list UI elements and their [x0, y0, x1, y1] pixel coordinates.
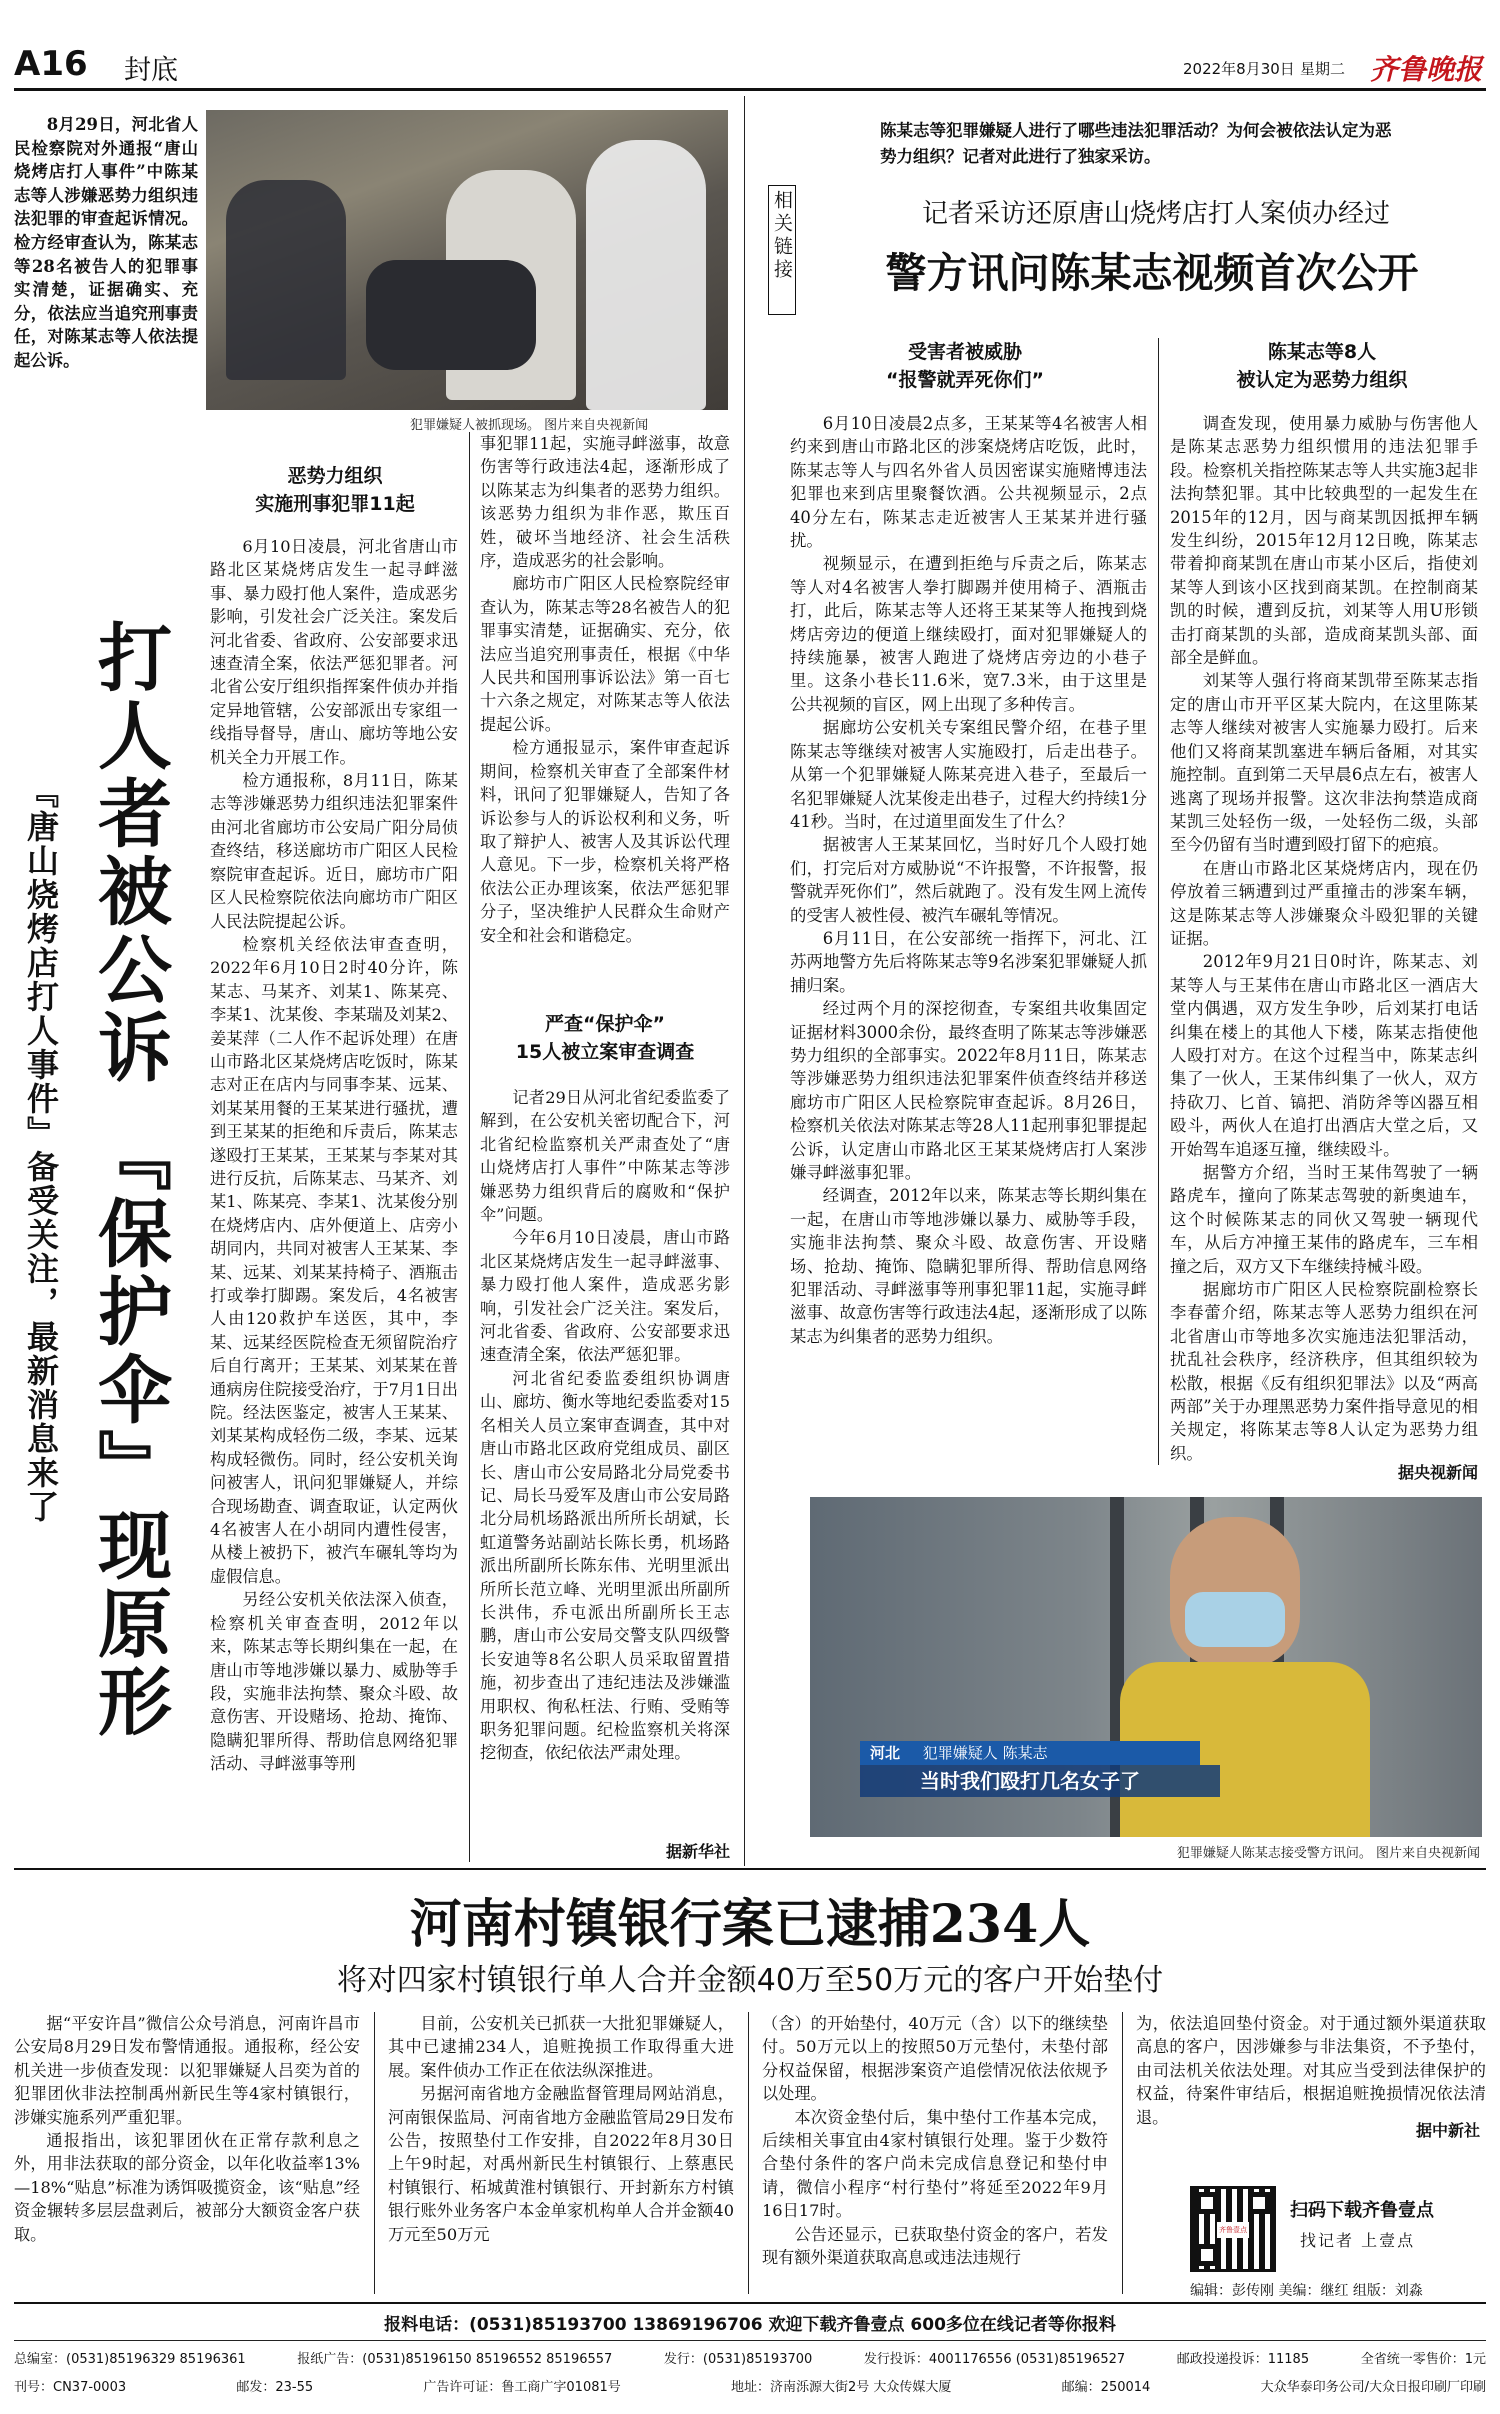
qr-label: 扫码下载齐鲁壹点: [1290, 2200, 1434, 2221]
related-subhead-2: 陈某志等8人 被认定为恶势力组织: [1236, 341, 1408, 391]
video-name-tag: 犯罪嫌疑人 陈某志: [922, 1744, 1048, 1762]
photo-figure: [586, 140, 706, 410]
section-name: 封底: [124, 55, 178, 86]
qr-code-image[interactable]: [1190, 2186, 1276, 2272]
video-photo-caption: 犯罪嫌疑人陈某志接受警方讯问。 图片来自央视新闻: [1176, 1846, 1480, 1861]
arrest-photo-caption: 犯罪嫌疑人被抓现场。 图片来自央视新闻: [410, 418, 649, 433]
story1-subhead-1: 恶势力组织 实施刑事犯罪11起: [255, 465, 415, 515]
footer-row-2: 刊号：CN37-0003 邮发：23-55 广告许可证：鲁工商广字01081号 地址：济南泺源大街2号 大众传媒大厦 邮编：250014 大众华泰印务公司/大众日报印刷厂印刷: [14, 2380, 1486, 2395]
editor-credits: 编辑：彭传刚 美编：继红 组版：刘淼: [1190, 2283, 1423, 2299]
paper-logo: 齐鲁晚报: [1370, 53, 1483, 86]
related-kicker: 记者采访还原唐山烧烤店打人案侦办经过: [921, 199, 1390, 229]
photo-figure: [226, 180, 346, 380]
related-column-1: 6月10日凌晨2点多，王某某等4名被害人相约来到唐山市路北区的涉案烧烤店吃饭，此时，陈某志等人与四名外省人员因密谋实施赌博违法犯罪也来到店里聚餐饮酒。公共视频显示，2点40分左右，陈某志走近被害人王某某并进行骚扰。 视频显示，在遭到拒绝与斥责之后，陈某志等人对4名被害人拳打脚踢并使用椅子、酒瓶击打，此后，陈某志等人还将王某某等人拖拽到烧烤店旁边的便道上继续殴打，面对犯罪嫌疑人的持续施暴，被害人跑进了烧烤店旁边的小巷子里。这条小巷长11.6米，宽7.3米，由于这里是公共视频的盲区，网上出现了多种传言。 据廊坊公安机关专案组民警介绍，在巷子里陈某志等继续对被害人实施殴打，后走出巷子。从第一个犯罪嫌疑人陈某亮进入巷子，至最后一名犯罪嫌疑人沈某俊走出巷子，过程大约持续1分41秒。当时，在过道里面发生了什么？ 据被害人王某某回忆，当时好几个人殴打她们，打完后对方威胁说“不许报警，不许报警，报警就弄死你们”，然后就跑了。没有发生网上流传的受害人被性侵、被汽车碾轧等情况。 6月11日，在公安部统一指挥下，河北、江苏两地警方先后将陈某志等9名涉案犯罪嫌疑人抓捕归案。 经过两个月的深挖彻查，专案组共收集固定证据材料3000余份，最终查明了陈某志等涉嫌恶势力组织的全部事实。2022年8月11日，陈某志等涉嫌恶势力组织违法犯罪案件侦查终结并移送廊坊市广阳区人民检察院审查起诉。8月26日，检察机关依法对陈某志等28人11起刑事犯罪提起公诉，认定唐山市路北区王某某烧烤店打人案涉嫌寻衅滋事犯罪。 经调查，2012年以来，陈某志等长期纠集在一起，在唐山市等地涉嫌以暴力、威胁等手段，实施非法拘禁、聚众斗殴、故意伤害、开设赌场、抢劫、掩饰、隐瞒犯罪所得、帮助信息网络犯罪活动、寻衅滋事等刑事犯罪11起，实施寻衅滋事、故意伤害等行政违法4起，逐渐形成了以陈某志为纠集者的恶势力组织。: [790, 414, 1147, 1346]
story1-source: 据新华社: [665, 1842, 730, 1861]
story1-column-3: 记者29日从河北省纪委监委了解到，在公安机关密切配合下，河北省纪检监察机关严肃查处了“唐山烧烤店打人事件”中陈某志等涉嫌恶势力组织背后的腐败和“保护伞”问题。 今年6月10日凌晨，唐山市路北区某烧烤店发生一起寻衅滋事、暴力殴打他人案件，造成恶劣影响，引发社会广泛关注。案发后，河北省委、省政府、公安部要求迅速查清全案，依法严惩犯罪。 河北省纪委监委组织协调唐山、廊坊、衡水等地纪委监委对15名相关人员立案审查调查，其中对唐山市路北区政府党组成员、副区长、唐山市公安局路北分局党委书记、局长马爱军及唐山市公安局路北分局机场路派出所所长胡斌，长虹道警务站副站长陈长勇，机场路派出所副所长陈东伟、光明里派出所所长范立峰、光明里派出所副所长洪伟，乔屯派出所副所长王志鹏，唐山市公安局交警支队四级警长安迪等8名公职人员采取留置措施，初步查出了违纪违法及涉嫌滥用职权、徇私枉法、行贿、受贿等职务犯罪问题。纪检监察机关将深挖彻查，依纪依法严肃处理。: [480, 1088, 730, 1763]
footer-rule: [14, 2340, 1486, 2341]
bank-column-2: 目前，公安机关已抓获一大批犯罪嫌疑人，其中已逮捕234人，追赃挽损工作取得重大进展。案件侦办工作正在依法纵深推进。 另据河南省地方金融监督管理局网站消息，河南银保监局、河南省地方金融监管局29日发布公告，按照垫付工作安排，自2022年8月30日上午9时起，对禹州新民生村镇银行、上蔡惠民村镇银行、柘城黄淮村镇银行、开封新东方村镇银行账外业务客户本金单家机构单人合并金额40万元至50万元: [388, 2014, 734, 2244]
column-divider: [469, 432, 470, 1862]
arrest-scene-photo: [206, 110, 728, 410]
bank-subheadline: 将对四家村镇银行单人合并金额40万至50万元的客户开始垫付: [336, 1963, 1164, 1998]
video-lower-third: [860, 1741, 1200, 1765]
kicker-text: 『唐山烧烤店打人事件』备受关注，最新消息来了: [22, 776, 60, 1524]
related-headline: 警方讯问陈某志视频首次公开: [885, 249, 1419, 297]
main-headline: [82, 550, 192, 1810]
story1-column-1: 6月10日凌晨，河北省唐山市路北区某烧烤店发生一起寻衅滋事、暴力殴打他人案件，造成恶劣影响，引发社会广泛关注。案发后河北省委、省政府、公安部要求迅速查清全案，依法严惩犯罪者。河北省公安厅组织指挥案件侦办并指定异地管辖，公安部派出专家组一线指导督导，唐山、廊坊等地公安机关全力开展工作。 检方通报称，8月11日，陈某志等涉嫌恶势力组织违法犯罪案件由河北省廊坊市公安局广阳分局侦查终结，移送廊坊市广阳区人民检察院审查起诉。近日，廊坊市广阳区人民检察院依法向廊坊市广阳区人民法院提起公诉。 检察机关经依法审查查明，2022年6月10日2时40分许，陈某志、马某齐、刘某1、陈某亮、李某1、沈某俊、李某瑞及刘某2、姜某萍（二人作不起诉处理）在唐山市路北区某烧烤店吃饭时，陈某志对正在店内与同事李某、远某、刘某某用餐的王某某进行骚扰，遭到王某某的拒绝和斥责后，陈某志遂殴打王某某，王某某与李某对其进行反抗，后陈某志、马某齐、刘某1、陈某亮、李某1、沈某俊分别在烧烤店内、店外便道上、店旁小胡同内，共同对被害人王某某、李某、远某、刘某某持椅子、酒瓶击打或拳打脚踢。案发后，4名被害人由120救护车送医，其中，李某、远某经医院检查无须留院治疗后自行离开；王某某、刘某某在普通病房住院接受治疗，于7月1日出院。经法医鉴定，被害人王某某、刘某某构成轻伤二级，李某、远某构成轻微伤。同时，经公安机关询问被害人，讯问犯罪嫌疑人，并综合现场勘查、调查取证，认定两伙4名被害人在小胡同内遭性侵害，从楼上被扔下，被汽车碾轧等均为虚假信息。 另经公安机关依法深入侦查，检察机关审查查明，2012年以来，陈某志等长期纠集在一起，在唐山市等地涉嫌以暴力、威胁等手段，实施非法拘禁、聚众斗殴、故意伤害、开设赌场、抢劫、掩饰、隐瞒犯罪所得、帮助信息网络犯罪活动、寻衅滋事等刑: [210, 537, 458, 1774]
bank-column-3: （含）的开始垫付，40万元（含）以下的继续垫付。50万元以上的按照50万元垫付，未垫付部分权益保留，根据涉案资产追偿情况依法依规予以处理。 本次资金垫付后，集中垫付工作基本完成，后续相关事宜由4家村镇银行处理。鉴于少数符合垫付条件的客户尚未完成信息登记和垫付申请，微信小程序“村行垫付”将延至2022年9月16日17时。 公告还显示，已获取垫付资金的客户，若发现有额外渠道获取高息或违法违规行: [762, 2014, 1108, 2268]
issue-weekday: 星期二: [1300, 60, 1346, 78]
issue-date: 2022年8月30日: [1183, 60, 1295, 78]
column-divider: [1158, 338, 1159, 1465]
bank-headline: 河南村镇银行案已逮捕234人: [409, 1894, 1091, 1955]
footer-hotline: 报料电话：(0531)85193700 13869196706 欢迎下载齐鲁壹点 600多位在线记者等你报料: [384, 2315, 1116, 2335]
qr-center-label: 齐鲁壹点: [1217, 2222, 1249, 2238]
bank-column-4: 为，依法追回垫付资金。对于通过额外渠道获取高息的客户，因涉嫌参与非法集资，不予垫付，由司法机关依法处理。对其应当受到法律保护的权益，待案件审结后，根据追赃挽损情况依法清退。: [1136, 2014, 1486, 2127]
related-column-2: 调查发现，使用暴力威胁与伤害他人是陈某志恶势力组织惯用的违法犯罪手段。检察机关指控陈某志等人共实施3起非法拘禁犯罪。其中比较典型的一起发生在2015年的12月，因与商某凯因抵押车辆发生纠纷，2015年12月12日晚，陈某志带着抑商某凯在唐山市某小区后，指使刘某等人到该小区找到商某凯。在控制商某凯的时候，遭到反抗，刘某等人用U形锁击打商某凯的头部，造成商某凯头部、面部全是鲜血。 刘某等人强行将商某凯带至陈某志指定的唐山市开平区某大院内，在这里陈某志等人继续对被害人实施暴力殴打。后来他们又将商某凯塞进车辆后备厢，对其实施控制。直到第二天早晨6点左右，被害人逃离了现场并报警。这次非法拘禁造成商某凯三处轻伤一级，一处轻伤二级，头部至今仍留有当时遭到殴打留下的疤痕。 在唐山市路北区某烧烤店内，现在仍停放着三辆遭到过严重撞击的涉案车辆，这是陈某志等人涉嫌聚众斗殴犯罪的关键证据。 2012年9月21日0时许，陈某志、刘某等人与王某伟在唐山市路北区一酒店大堂内偶遇，双方发生争吵，后刘某打电话纠集在楼上的其他人下楼，陈某志指使他人殴打对方。在这个过程当中，陈某志纠集了一伙人，王某伟纠集了一伙人，双方持砍刀、匕首、镐把、消防斧等凶器互相殴斗，两伙人在追打出酒店大堂之后，又开始驾车追逐互撞，继续殴斗。 据警方介绍，当时王某伟驾驶了一辆路虎车，撞向了陈某志驾驶的新奥迪车，这个时候陈某志的同伙又驾驶一辆现代车，从后方冲撞王某伟的路虎车，三车相撞之后，双方又下车继续持械斗殴。 据廊坊市广阳区人民检察院副检察长李春蕾介绍，陈某志等人恶势力组织在河北省唐山市等地多次实施违法犯罪活动，扰乱社会秩序，经济秩序，但其组织较为松散，根据《反有组织犯罪法》以及“两高两部”关于办理黑恶势力案件指导意见的相关规定，将陈某志等8人认定为恶势力组织。: [1170, 414, 1478, 1462]
section-rule: [14, 1868, 1486, 1870]
photo-figure: [366, 260, 536, 370]
related-tag-box: [768, 185, 796, 315]
footer-rule: [14, 2302, 1486, 2304]
interrogation-video-still: [810, 1497, 1482, 1837]
video-subtitle: 当时我们殴打几名女子了: [860, 1765, 1220, 1797]
main-headline-kicker: [22, 700, 78, 1600]
qr-finder: [1248, 2192, 1270, 2214]
story1-column-2: 事犯罪11起，实施寻衅滋事，故意伤害等行政违法4起，逐渐形成了以陈某志为纠集者的恶势力组织。该恶势力组织为非作恶，欺压百姓，破坏当地经济、社会生活秩序，造成恶劣的社会影响。 廊坊市广阳区人民检察院经审查认为，陈某志等28名被告人的犯罪事实清楚，证据确实、充分，依法应当追究刑事责任，根据《中华人民共和国刑事诉讼法》第一百七十六条之规定，对陈某志等人依法提起公诉。 检方通报显示，案件审查起诉期间，检察机关审查了全部案件材料，讯问了犯罪嫌疑人，告知了各诉讼参与人的诉讼权利和义务，听取了辩护人、被害人及其诉讼代理人意见。下一步，检察机关将严格依法公正办理该案，依法严惩犯罪分子，坚决维护人民群众生命财产安全和社会和谐稳定。: [480, 434, 730, 945]
masthead-rule: [14, 88, 1486, 91]
bank-column-1: 据“平安许昌”微信公众号消息，河南许昌市公安局8月29日发布警情通报。通报称，经公安机关进一步侦查发现：以犯罪嫌疑人吕奕为首的犯罪团伙非法控制禹州新民生等4家村镇银行，涉嫌实施系列严重犯罪。 通报指出，该犯罪团伙在正常存款利息之外，用非法获取的部分资金，以年化收益率13%—18%“贴息”标准为诱饵吸揽资金，该“贴息”经资金辗转多层层盘剥后，被部分大额资金客户获取。: [14, 2014, 360, 2244]
column-divider: [1122, 2012, 1123, 2294]
related-tag: 相关链接: [771, 190, 793, 282]
footer-row-1: 总编室：(0531)85196329 85196361 报纸广告：(0531)85196150 85196552 85196557 发行：(0531)85193700 发行投诉：4001176556 (0531)85196527 邮政投递投诉：11185 全省统一零售价：1元: [14, 2352, 1486, 2367]
column-divider: [374, 2012, 375, 2294]
related-subhead-1: 受害者被威胁 “报警就弄死你们”: [886, 341, 1044, 391]
page-number: A16: [14, 44, 88, 84]
lead-paragraph: 8月29日，河北省人民检察院对外通报“唐山烧烤店打人事件”中陈某志等人涉嫌恶势力组织违法犯罪的审查起诉情况。检方经审查认为，陈某志等28名被告人的犯罪事实清楚，证据确实、充分，依法应当追究刑事责任，对陈某志等人依法提起公诉。: [14, 115, 198, 370]
column-divider: [748, 2012, 749, 2294]
qr-finder: [1196, 2192, 1218, 2214]
main-headline-text: 打人者被公诉 『保护伞』现原形: [86, 619, 172, 1741]
section-divider: [744, 96, 745, 1866]
suspect-mask: [1185, 1592, 1285, 1647]
video-region-tag: 河北: [870, 1744, 901, 1762]
qr-sublabel: 找记者 上壹点: [1300, 2231, 1416, 2250]
related-source: 据央视新闻: [1300, 1460, 1478, 1483]
qr-finder: [1196, 2244, 1218, 2266]
story1-subhead-2: 严查“保护伞” 15人被立案审查调查: [515, 1013, 695, 1063]
bank-source: 据中新社: [1415, 2121, 1480, 2140]
related-intro: 陈某志等犯罪嫌疑人进行了哪些违法犯罪活动？为何会被依法认定为恶势力组织？记者对此进行了独家采访。: [880, 121, 1392, 166]
